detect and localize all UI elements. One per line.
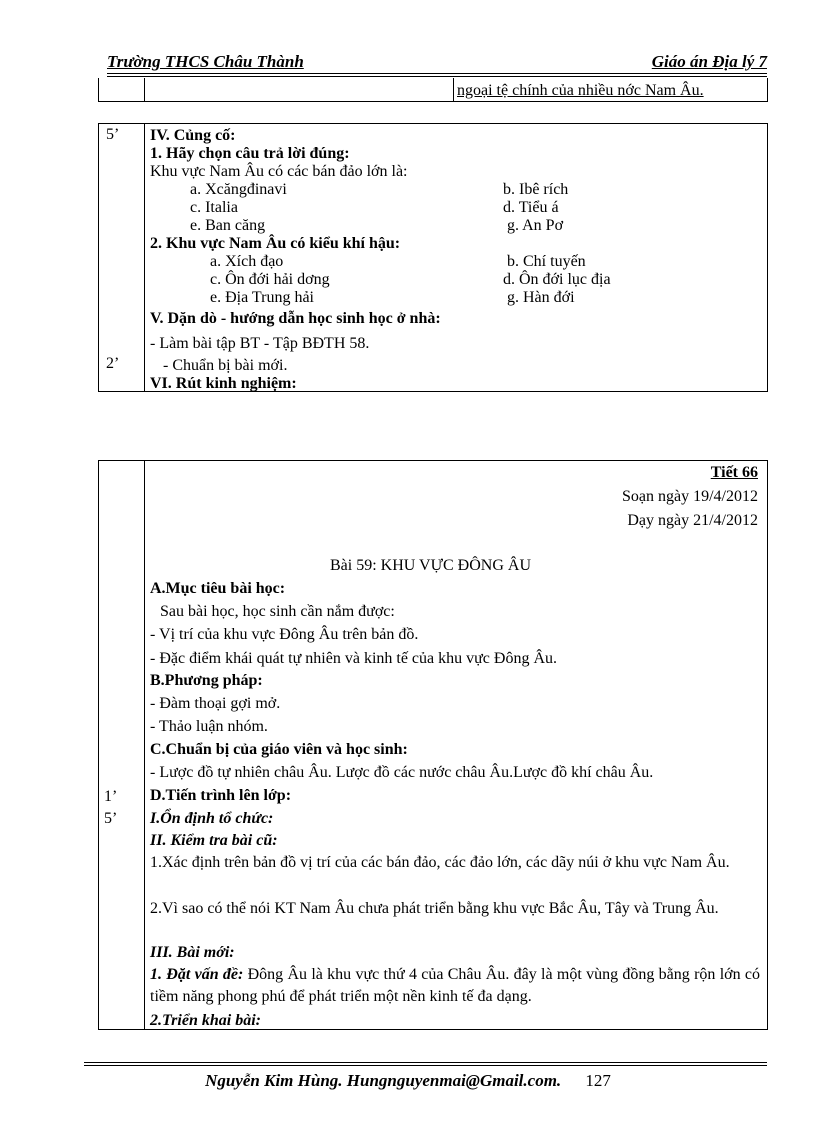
- intro-label: 1. Đặt vấn đề:: [150, 966, 244, 983]
- option-item: e. Địa Trung hải: [210, 289, 314, 306]
- list-item: - Thảo luận nhóm.: [150, 718, 268, 735]
- subject-title: Giáo án Địa lý 7: [651, 52, 767, 71]
- fragment-border-left: [98, 78, 99, 102]
- option-item: a. Xích đạo: [210, 253, 284, 270]
- list-item: - Vị trí của khu vực Đông Âu trên bản đồ.: [150, 626, 419, 643]
- teach-date: Dạy ngày 21/4/2012: [627, 512, 758, 529]
- review-question: 2.Vì sao có thể nói KT Nam Âu chưa phát triển bằng khu vực Bắc Âu, Tây và Trung Âu.: [150, 900, 719, 917]
- option-item: c. Italia: [190, 199, 238, 216]
- option-item: c. Ôn đới hải dơng: [210, 271, 330, 288]
- footer-rule-2: [84, 1065, 767, 1066]
- lesson-title: Bài 59: KHU VỰC ĐÔNG ÂU: [330, 557, 532, 574]
- section-heading: V. Dặn dò - hướng dẫn học sinh học ở nhà:: [150, 310, 441, 327]
- section-heading: C.Chuẩn bị của giáo viên và học sinh:: [150, 741, 408, 758]
- subsection-heading: III. Bài mới:: [150, 944, 235, 961]
- footer-rule: [84, 1062, 767, 1063]
- author-contact: Nguyễn Kim Hùng. Hungnguyenmai@Gmail.com.: [205, 1071, 562, 1090]
- option-item: d. Ôn đới lục địa: [503, 271, 611, 288]
- intro-body: Đông Âu là khu vực thứ 4 của Châu Âu. đây là một vùng đồng bằng rộn lớn có tiềm năng phong phú để phát triển một nền kinh tế đa dạng.: [150, 966, 760, 1005]
- lesson-table-divider: [144, 460, 145, 1030]
- section-heading: B.Phương pháp:: [150, 672, 263, 689]
- question-prompt: Khu vực Nam Âu có các bán đảo lớn là:: [150, 163, 408, 180]
- school-name: Trường THCS Châu Thành: [107, 52, 304, 71]
- header-rule: [107, 73, 767, 74]
- list-item: - Làm bài tập BT - Tập BĐTH 58.: [150, 335, 370, 352]
- header-rule-2: [107, 76, 767, 77]
- list-item: - Đặc điểm khái quát tự nhiên và kinh tế của khu vực Đông Âu.: [150, 650, 558, 667]
- time-cell: 5’: [106, 126, 120, 143]
- review-table-divider: [144, 123, 145, 392]
- time-cell: 1’: [104, 788, 118, 805]
- list-item: - Chuẩn bị bài mới.: [163, 357, 288, 374]
- fragment-border-inner: [453, 78, 454, 102]
- option-item: b. Ibê rích: [503, 181, 569, 198]
- fragment-border-mid: [144, 78, 145, 102]
- subsection-heading: I.Ổn định tổ chức:: [150, 810, 274, 827]
- time-cell: 5’: [104, 810, 118, 827]
- time-cell: 2’: [106, 355, 120, 372]
- section-heading: A.Mục tiêu bài học:: [150, 580, 286, 597]
- review-question: 1.Xác định trên bản đồ vị trí của các bán đảo, các đảo lớn, các dãy núi ở khu vực Nam Âu.: [150, 854, 730, 871]
- option-item: g. Hàn đới: [507, 289, 575, 306]
- option-item: e. Ban căng: [190, 217, 266, 234]
- question-title: 1. Hãy chọn câu trả lời đúng:: [150, 145, 350, 162]
- fragment-border-right: [767, 78, 768, 102]
- fragment-text: ngoại tệ chính của nhiều nớc Nam Âu.: [457, 82, 704, 99]
- option-item: d. Tiểu á: [503, 199, 559, 216]
- question-title: 2. Khu vực Nam Âu có kiểu khí hậu:: [150, 235, 401, 252]
- option-item: a. Xcăngđinavi: [190, 181, 287, 198]
- prepared-date: Soạn ngày 19/4/2012: [622, 488, 758, 505]
- page-header: [107, 50, 767, 74]
- section-heading: IV. Củng cố:: [150, 127, 236, 144]
- fragment-bottom-rule: [98, 101, 768, 102]
- list-item: - Lược đồ tự nhiên châu Âu. Lược đồ các nước châu Âu.Lược đồ khí châu Âu.: [150, 764, 654, 781]
- intro-paragraph: [150, 964, 760, 1008]
- intro-text: Sau bài học, học sinh cần nắm được:: [160, 603, 395, 620]
- option-item: g. An Pơ: [507, 217, 564, 234]
- section-heading: VI. Rút kinh nghiệm:: [150, 375, 297, 392]
- lesson-number: Tiết 66: [710, 464, 758, 481]
- section-heading: D.Tiến trình lên lớp:: [150, 787, 292, 804]
- page-footer: [0, 1071, 816, 1091]
- list-item: - Đàm thoại gợi mở.: [150, 695, 281, 712]
- option-item: b. Chí tuyến: [507, 253, 586, 270]
- subsection-heading: II. Kiểm tra bài cũ:: [150, 832, 278, 849]
- page-number: 127: [585, 1071, 611, 1090]
- subsection-heading: 2.Triển khai bài:: [150, 1012, 261, 1029]
